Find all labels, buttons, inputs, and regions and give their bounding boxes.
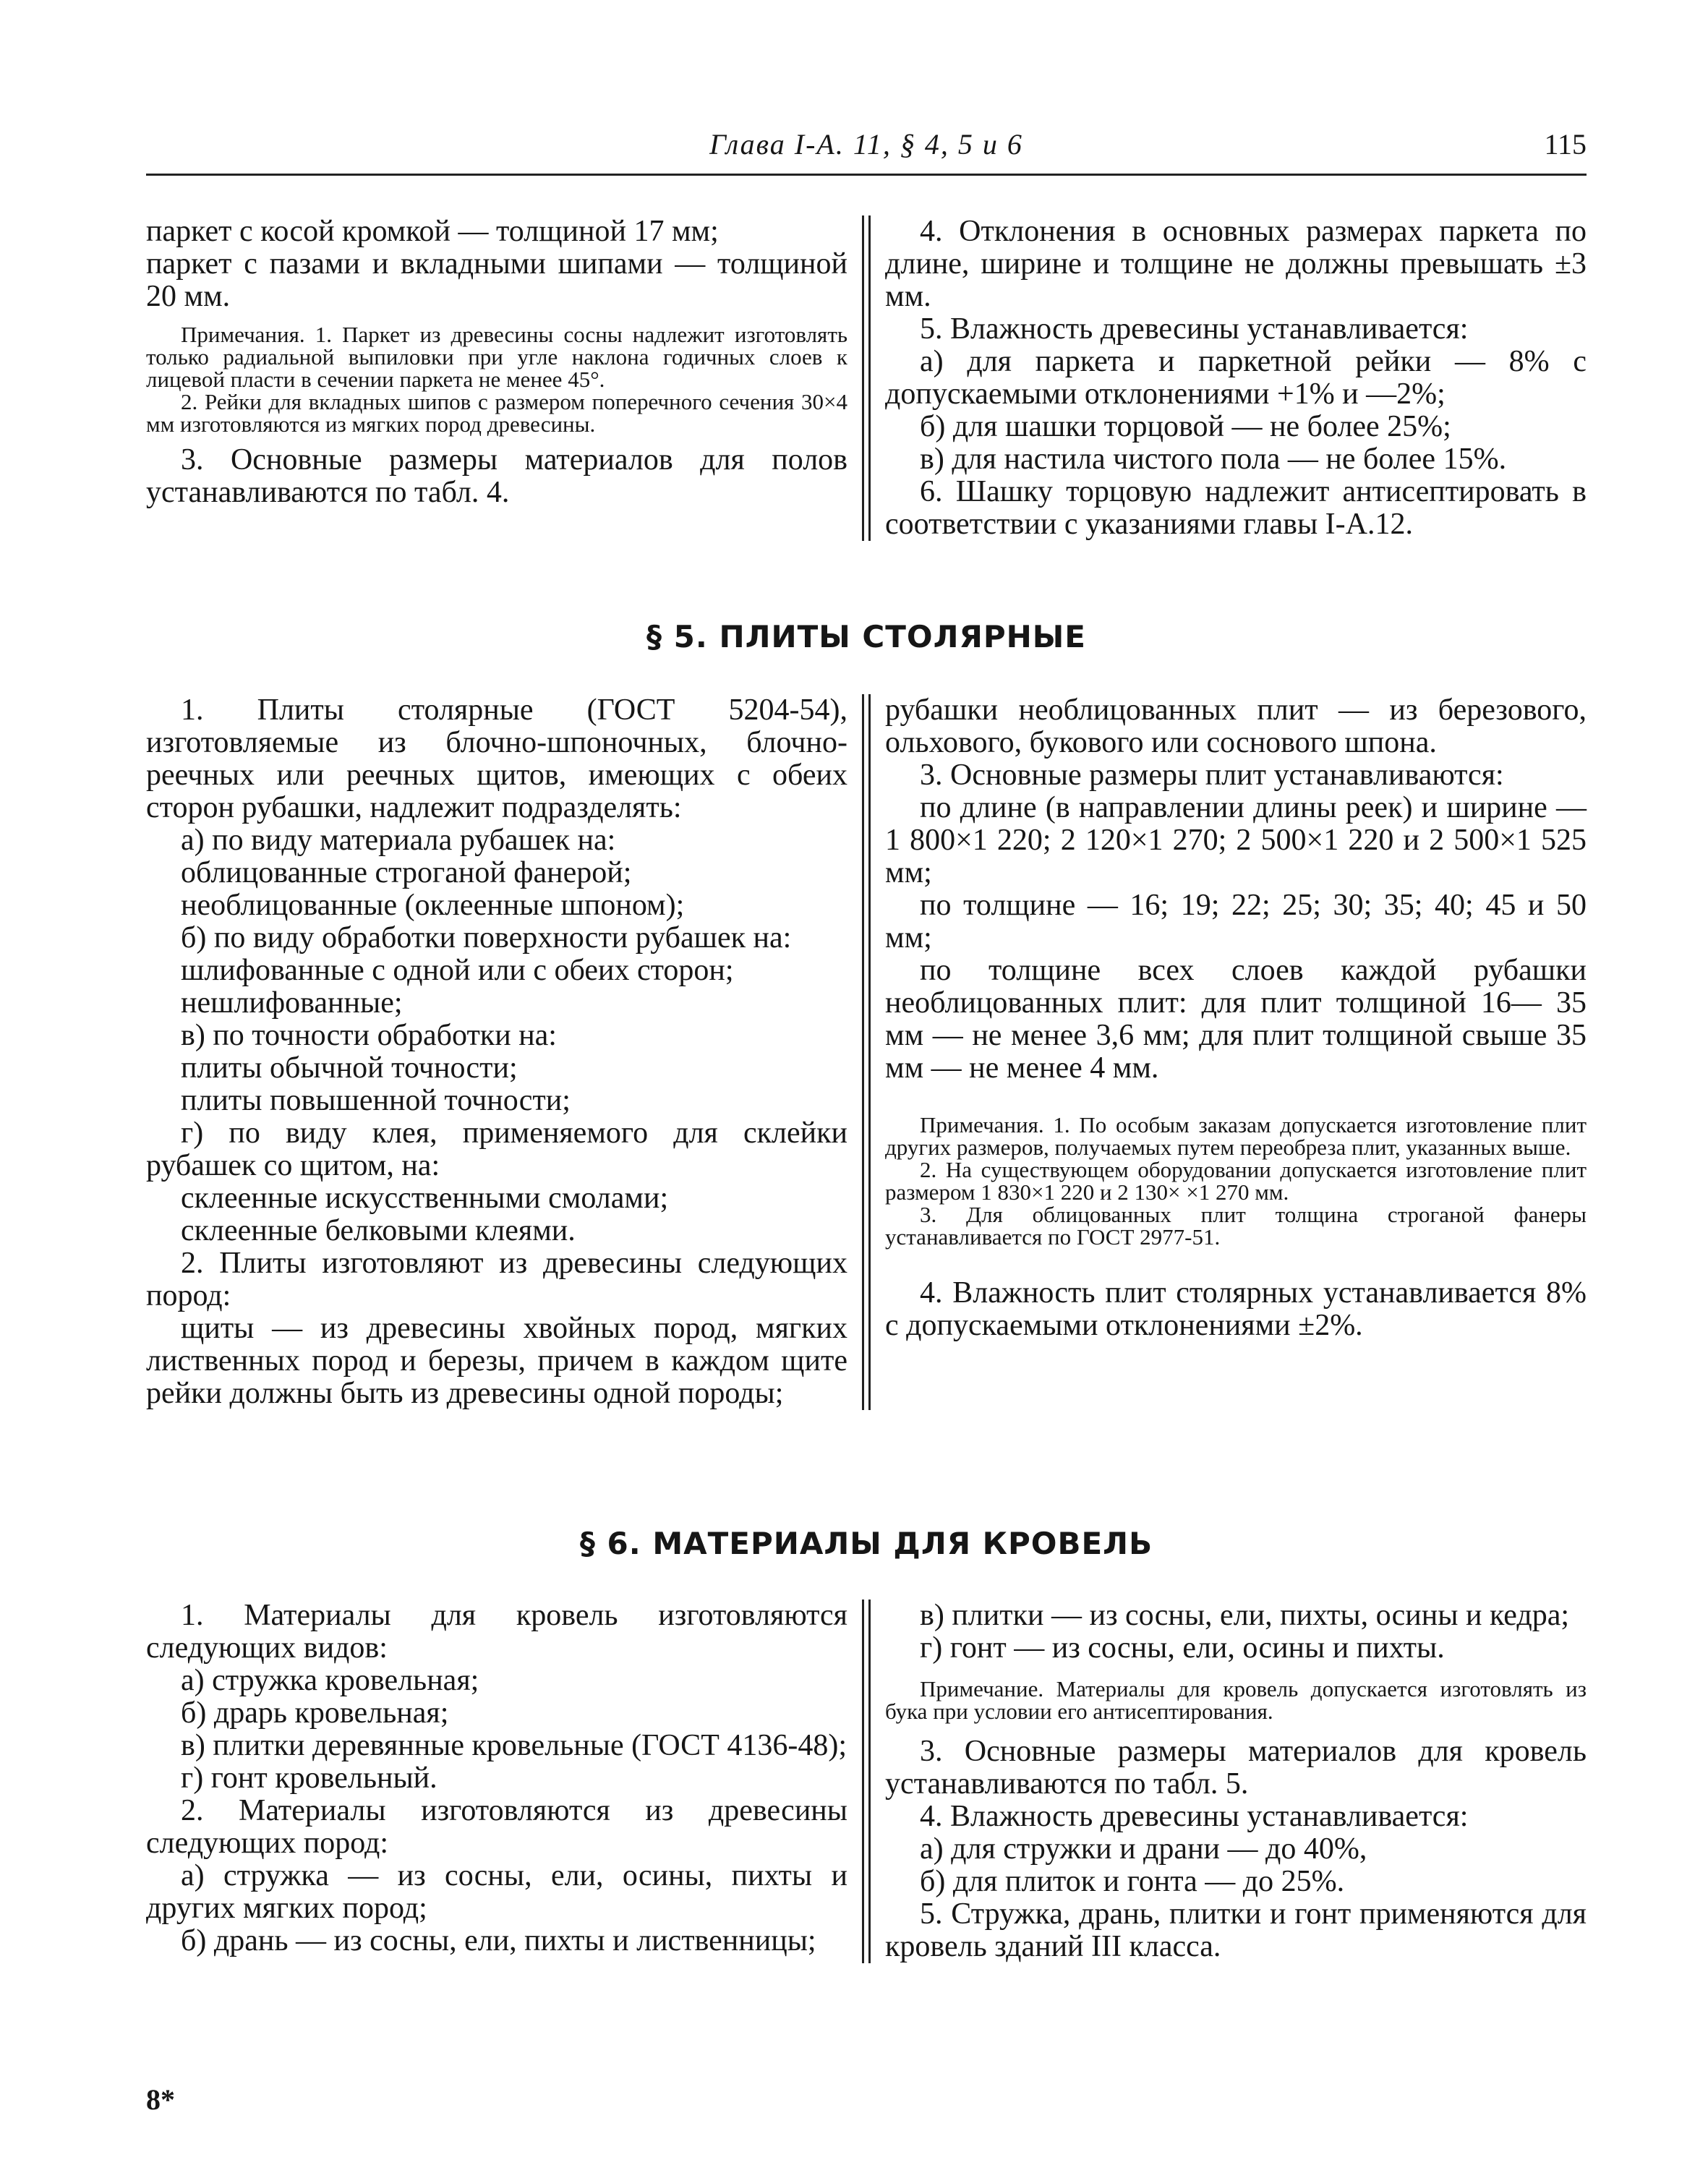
paragraph: 4. Отклонения в основных размерах паркета по длине, ширине и толщине не должны превышать ±3 мм. xyxy=(885,215,1587,313)
right-column xyxy=(885,694,1587,1410)
paragraph: 2. Материалы изготовляются из древесины следующих пород: xyxy=(146,1794,847,1860)
list-item: г) гонт — из сосны, ели, осины и пихты. xyxy=(920,1631,1445,1665)
list-item: необлицованные (оклеенные шпоном); xyxy=(181,889,685,922)
paragraph: 3. Основные размеры материалов для полов устанавливаются по табл. 4. xyxy=(146,443,847,509)
note: 2. На существующем оборудовании допускается изготовление плит размером 1 830×1 220 и 2 130× ×1 270 мм. xyxy=(885,1157,1587,1205)
list-item: плиты обычной точности; xyxy=(181,1051,518,1085)
note: Примечание. Материалы для кровель допускается изготовлять из бука при условии его антисептирования. xyxy=(885,1676,1587,1724)
note: 2. Рейки для вкладных шипов с размером поперечного сечения 30×4 мм изготовляются из мягких пород древесины. xyxy=(146,389,847,437)
list-item: а) стружка кровельная; xyxy=(181,1664,479,1697)
paragraph: щиты — из древесины хвойных пород, мягких лиственных пород и березы, причем в каждом щите рейки должны быть из древесины одной породы; xyxy=(146,1312,847,1410)
paragraph: по толщине всех слоев каждой рубашки необлицованных плит: для плит толщиной 16— 35 мм — не менее 3,6 мм; для плит толщиной свыше 35 мм — не менее 4 мм. xyxy=(885,954,1587,1085)
list-item: б) для плиток и гонта — до 25%. xyxy=(920,1865,1345,1898)
paragraph: 3. Основные размеры материалов для кровель устанавливаются по табл. 5. xyxy=(885,1735,1587,1801)
paragraph: а) для паркета и паркетной рейки — 8% с допускаемыми отклонениями +1% и —2%; xyxy=(885,345,1587,411)
paragraph: в) по точности обработки на: xyxy=(181,1019,557,1052)
list-item: нешлифованные; xyxy=(181,986,403,1020)
paragraph: 5. Стружка, дрань, плитки и гонт применяются для кровель зданий III класса. xyxy=(885,1897,1587,1963)
paragraph: 4. Влажность плит столярных устанавливается 8% с допускаемыми отклонениями ±2%. xyxy=(885,1276,1587,1342)
list-item: г) гонт кровельный. xyxy=(181,1761,437,1795)
paragraph: б) по виду обработки поверхности рубашек на: xyxy=(181,921,792,955)
right-column xyxy=(885,1600,1587,1963)
paragraph: паркет с пазами и вкладными шипами — толщиной 20 мм. xyxy=(146,247,847,313)
paragraph: паркет с косой кромкой — толщиной 17 мм; xyxy=(146,215,719,248)
paragraph: в) для настила чистого пола — не более 15%. xyxy=(920,443,1507,476)
section-4-continuation xyxy=(146,215,1587,541)
note: Примечания. 1. Паркет из древесины сосны надлежит изготовлять только радиальной выпиловки при угле наклона годичных слоев к лицевой пласти в сечении паркета не менее 45°. xyxy=(146,322,847,392)
paragraph: а) по виду материала рубашек на: xyxy=(181,824,616,857)
paragraph: 1. Плиты столярные (ГОСТ 5204-54), изготовляемые из блочно-шпоночных, блочно-реечных или реечных щитов, имеющих с обеих сторон рубашки, надлежит подразделять: xyxy=(146,693,847,824)
paragraph: 4. Влажность древесины устанавливается: xyxy=(920,1800,1469,1833)
paragraph: 1. Материалы для кровель изготовляются следующих видов: xyxy=(146,1599,847,1665)
paragraph: 2. Плиты изготовляют из древесины следующих пород: xyxy=(146,1247,847,1312)
page-number: 115 xyxy=(1544,128,1587,161)
header-rule xyxy=(146,174,1587,176)
paragraph: 3. Основные размеры плит устанавливаются: xyxy=(920,759,1504,792)
left-column xyxy=(146,1600,847,1963)
section-6-title: § 6. МАТЕРИАЛЫ ДЛЯ КРОВЕЛЬ xyxy=(579,1526,1153,1561)
running-header xyxy=(146,127,1587,171)
signature-mark: 8* xyxy=(146,2083,175,2116)
list-item: в) плитки — из сосны, ели, пихты, осины и кедра; xyxy=(920,1599,1570,1632)
list-item: в) плитки деревянные кровельные (ГОСТ 4136-48); xyxy=(181,1729,847,1762)
paragraph: 5. Влажность древесины устанавливается: xyxy=(920,312,1469,346)
column-separator xyxy=(847,1600,885,1963)
list-item: облицованные строганой фанерой; xyxy=(181,856,632,889)
column-separator xyxy=(847,215,885,541)
list-item: б) дрань — из сосны, ели, пихты и лиственницы; xyxy=(181,1924,816,1957)
note: Примечания. 1. По особым заказам допускается изготовление плит других размеров, получаемых путем переобреза плит, указанных выше. xyxy=(885,1112,1587,1160)
paragraph: рубашки необлицованных плит — из березового, ольхового, букового или соснового шпона. xyxy=(885,693,1587,759)
left-column xyxy=(146,215,847,541)
right-column xyxy=(885,215,1587,541)
list-item: склеенные искусственными смолами; xyxy=(181,1182,669,1215)
paragraph: б) для шашки торцовой — не более 25%; xyxy=(920,410,1451,443)
paragraph: 6. Шашку торцовую надлежит антисептировать в соответствии с указаниями главы I-А.12. xyxy=(885,475,1587,541)
section-5-body xyxy=(146,694,1587,1410)
header-title: Глава I-А. 11, § 4, 5 и 6 xyxy=(709,128,1023,161)
paragraph: г) по виду клея, применяемого для склейки рубашек со щитом, на: xyxy=(146,1116,847,1182)
list-item: а) стружка — из сосны, ели, осины, пихты и других мягких пород; xyxy=(146,1859,847,1925)
list-item: а) для стружки и драни — до 40%, xyxy=(920,1832,1367,1866)
list-item: б) драрь кровельная; xyxy=(181,1696,449,1730)
section-5-title: § 5. ПЛИТЫ СТОЛЯРНЫЕ xyxy=(646,619,1086,654)
section-6-body xyxy=(146,1600,1587,1963)
list-item: плиты повышенной точности; xyxy=(181,1084,571,1117)
column-separator xyxy=(847,694,885,1410)
list-item: шлифованные с одной или с обеих сторон; xyxy=(181,954,734,987)
paragraph: по длине (в направлении длины реек) и ширине — 1 800×1 220; 2 120×1 270; 2 500×1 220 и 2 500×1 525 мм; xyxy=(885,791,1587,889)
note: 3. Для облицованных плит толщина строганой фанеры устанавливается по ГОСТ 2977-51. xyxy=(885,1202,1587,1250)
left-column xyxy=(146,694,847,1410)
paragraph: по толщине — 16; 19; 22; 25; 30; 35; 40; 45 и 50 мм; xyxy=(885,889,1587,955)
list-item: склеенные белковыми клеями. xyxy=(181,1214,576,1247)
